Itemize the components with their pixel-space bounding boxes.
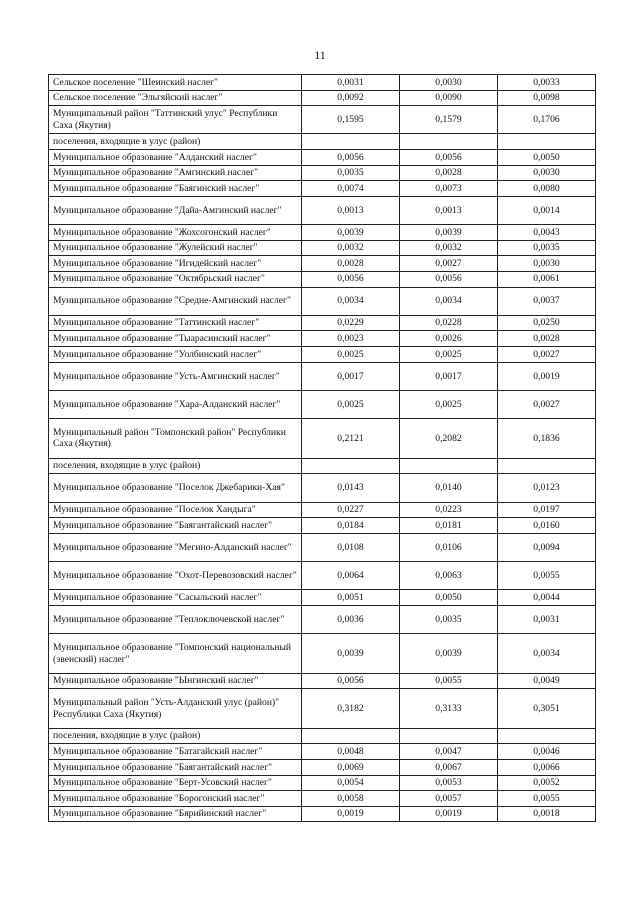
- value-cell-1: 0,0143: [302, 474, 400, 502]
- value-cell-2: 0,0025: [400, 347, 498, 363]
- table-row: [49, 605, 596, 633]
- table-row: [49, 744, 596, 760]
- value-cell-2: 0,0106: [400, 533, 498, 561]
- value-cell-1: 0,0019: [302, 806, 400, 822]
- value-cell-2: 0,0019: [400, 806, 498, 822]
- table-row: [49, 165, 596, 181]
- value-cell-3: [498, 728, 596, 744]
- table-row: [49, 689, 596, 729]
- table-row: [49, 533, 596, 561]
- table-row: [49, 347, 596, 363]
- table-row: [49, 134, 596, 150]
- value-cell-3: 0,0049: [498, 673, 596, 689]
- table-row: [49, 90, 596, 106]
- value-cell-3: 0,0061: [498, 271, 596, 287]
- value-cell-1: 0,0032: [302, 240, 400, 256]
- municipality-name-cell: Муниципальное образование "Октябрьский наслег": [49, 271, 302, 287]
- value-cell-3: 0,0094: [498, 533, 596, 561]
- table-row: [49, 331, 596, 347]
- table-row: [49, 240, 596, 256]
- value-cell-2: 0,0223: [400, 502, 498, 518]
- table-row: [49, 474, 596, 502]
- value-cell-1: 0,0056: [302, 150, 400, 166]
- value-cell-1: 0,0025: [302, 347, 400, 363]
- value-cell-3: 0,0123: [498, 474, 596, 502]
- value-cell-3: 0,0030: [498, 165, 596, 181]
- municipality-name-cell: Муниципальный район "Таттинский улус" Республики Саха (Якутия): [49, 106, 302, 134]
- municipality-name-cell: Муниципальное образование "Поселок Джебарики-Хая": [49, 474, 302, 502]
- value-cell-3: 0,0043: [498, 225, 596, 241]
- municipality-name-cell: Муниципальное образование "Таттинский наслег": [49, 315, 302, 331]
- value-cell-3: 0,0035: [498, 240, 596, 256]
- municipality-name-cell: Муниципальное образование "Игидейский наслег": [49, 256, 302, 272]
- value-cell-2: 0,0039: [400, 225, 498, 241]
- value-cell-1: 0,1595: [302, 106, 400, 134]
- table-row: [49, 287, 596, 315]
- value-cell-3: 0,0044: [498, 590, 596, 606]
- value-cell-3: 0,0027: [498, 390, 596, 418]
- table-row: [49, 150, 596, 166]
- value-cell-3: 0,0019: [498, 362, 596, 390]
- table-row: [49, 775, 596, 791]
- municipality-name-cell: Муниципальный район "Томпонский район" Республики Саха (Якутия): [49, 419, 302, 459]
- value-cell-3: 0,0030: [498, 256, 596, 272]
- value-cell-1: 0,0013: [302, 196, 400, 224]
- value-cell-1: 0,0025: [302, 390, 400, 418]
- value-cell-2: 0,0090: [400, 90, 498, 106]
- value-cell-2: 0,0039: [400, 634, 498, 674]
- municipality-name-cell: Муниципальное образование "Усть-Амгинский наслег": [49, 362, 302, 390]
- table-row: [49, 502, 596, 518]
- value-cell-3: 0,0027: [498, 347, 596, 363]
- table-row: [49, 634, 596, 674]
- value-cell-1: 0,0036: [302, 605, 400, 633]
- table-row: [49, 518, 596, 534]
- municipality-name-cell: Муниципальное образование "Томпонский национальный (эвенский) наслег": [49, 634, 302, 674]
- table-row: [49, 256, 596, 272]
- value-cell-3: 0,0055: [498, 562, 596, 590]
- page-number: 11: [314, 48, 326, 62]
- value-cell-2: [400, 728, 498, 744]
- value-cell-2: [400, 134, 498, 150]
- value-cell-1: 0,0031: [302, 75, 400, 91]
- value-cell-3: 0,0066: [498, 760, 596, 776]
- table-row: [49, 673, 596, 689]
- value-cell-3: 0,0055: [498, 791, 596, 807]
- municipality-name-cell: Муниципальное образование "Амгинский наслег": [49, 165, 302, 181]
- value-cell-1: 0,0058: [302, 791, 400, 807]
- value-cell-1: 0,0051: [302, 590, 400, 606]
- municipality-name-cell: Муниципальное образование "Жохсогонский наслег": [49, 225, 302, 241]
- municipality-name-cell: Муниципальное образование "Алданский наслег": [49, 150, 302, 166]
- value-cell-1: 0,0184: [302, 518, 400, 534]
- value-cell-2: 0,0025: [400, 390, 498, 418]
- table-row: [49, 791, 596, 807]
- value-cell-2: [400, 458, 498, 474]
- value-cell-1: 0,0229: [302, 315, 400, 331]
- municipality-name-cell: Муниципальное образование "Сасыльский наслег": [49, 590, 302, 606]
- value-cell-1: 0,0108: [302, 533, 400, 561]
- value-cell-1: 0,0017: [302, 362, 400, 390]
- municipality-name-cell: Муниципальное образование "Ынгинский наслег": [49, 673, 302, 689]
- value-cell-1: 0,0092: [302, 90, 400, 106]
- table-row: [49, 271, 596, 287]
- value-cell-1: 0,0023: [302, 331, 400, 347]
- value-cell-1: 0,3182: [302, 689, 400, 729]
- value-cell-2: 0,0181: [400, 518, 498, 534]
- value-cell-2: 0,0056: [400, 271, 498, 287]
- municipality-name-cell: Муниципальное образование "Тыарасинский наслег": [49, 331, 302, 347]
- value-cell-2: 0,0063: [400, 562, 498, 590]
- value-cell-2: 0,0030: [400, 75, 498, 91]
- value-cell-1: 0,0034: [302, 287, 400, 315]
- municipality-name-cell: Сельское поселение "Шеинский наслег": [49, 75, 302, 91]
- value-cell-3: 0,0098: [498, 90, 596, 106]
- value-cell-1: 0,0048: [302, 744, 400, 760]
- value-cell-3: 0,0197: [498, 502, 596, 518]
- value-cell-1: 0,0074: [302, 181, 400, 197]
- value-cell-2: 0,0073: [400, 181, 498, 197]
- table-row: [49, 728, 596, 744]
- municipality-name-cell: Муниципальное образование "Мегино-Алданский наслег": [49, 533, 302, 561]
- value-cell-2: 0,2082: [400, 419, 498, 459]
- table-row: [49, 225, 596, 241]
- value-cell-1: 0,0028: [302, 256, 400, 272]
- municipality-name-cell: поселения, входящие в улус (район): [49, 458, 302, 474]
- value-cell-1: 0,0056: [302, 271, 400, 287]
- value-cell-2: 0,0067: [400, 760, 498, 776]
- municipality-name-cell: Муниципальное образование "Охот-Перевозовский наслег": [49, 562, 302, 590]
- table-row: [49, 806, 596, 822]
- value-cell-1: [302, 134, 400, 150]
- value-cell-3: 0,0050: [498, 150, 596, 166]
- value-cell-2: 0,0027: [400, 256, 498, 272]
- value-cell-3: 0,0046: [498, 744, 596, 760]
- table-body: [49, 75, 596, 822]
- municipality-name-cell: Муниципальное образование "Баягинский наслег": [49, 181, 302, 197]
- municipality-name-cell: Муниципальное образование "Бярийинский наслег": [49, 806, 302, 822]
- table-row: [49, 315, 596, 331]
- value-cell-3: 0,0028: [498, 331, 596, 347]
- table-row: [49, 362, 596, 390]
- municipality-name-cell: Муниципальное образование "Уолбинский наслег": [49, 347, 302, 363]
- municipality-name-cell: Муниципальное образование "Батагайский наслег": [49, 744, 302, 760]
- municipality-name-cell: Муниципальное образование "Теплоключевской наслег": [49, 605, 302, 633]
- value-cell-1: [302, 458, 400, 474]
- table-row: [49, 390, 596, 418]
- value-cell-3: 0,3051: [498, 689, 596, 729]
- value-cell-2: 0,0053: [400, 775, 498, 791]
- value-cell-3: 0,0014: [498, 196, 596, 224]
- value-cell-2: 0,0026: [400, 331, 498, 347]
- value-cell-3: 0,0031: [498, 605, 596, 633]
- value-cell-2: 0,0050: [400, 590, 498, 606]
- value-cell-2: 0,0028: [400, 165, 498, 181]
- value-cell-2: 0,0035: [400, 605, 498, 633]
- value-cell-3: 0,0018: [498, 806, 596, 822]
- value-cell-3: 0,0250: [498, 315, 596, 331]
- municipality-name-cell: Муниципальное образование "Берт-Усовский наслег": [49, 775, 302, 791]
- value-cell-2: 0,0034: [400, 287, 498, 315]
- table-row: [49, 106, 596, 134]
- value-cell-3: 0,0037: [498, 287, 596, 315]
- value-cell-2: 0,0056: [400, 150, 498, 166]
- municipality-name-cell: Муниципальное образование "Дайа-Амгинский наслег": [49, 196, 302, 224]
- municipality-name-cell: Муниципальное образование "Жулейский наслег": [49, 240, 302, 256]
- table-row: [49, 458, 596, 474]
- allocation-table: [48, 74, 596, 822]
- value-cell-2: 0,1579: [400, 106, 498, 134]
- table-row: [49, 760, 596, 776]
- value-cell-2: 0,3133: [400, 689, 498, 729]
- value-cell-2: 0,0057: [400, 791, 498, 807]
- value-cell-3: [498, 134, 596, 150]
- value-cell-3: 0,0160: [498, 518, 596, 534]
- value-cell-1: 0,0054: [302, 775, 400, 791]
- value-cell-1: 0,0227: [302, 502, 400, 518]
- value-cell-3: [498, 458, 596, 474]
- table-row: [49, 419, 596, 459]
- value-cell-3: 0,0052: [498, 775, 596, 791]
- table-row: [49, 75, 596, 91]
- table-row: [49, 562, 596, 590]
- municipality-name-cell: Муниципальное образование "Баягантайский наслег": [49, 760, 302, 776]
- value-cell-2: 0,0032: [400, 240, 498, 256]
- value-cell-1: 0,0035: [302, 165, 400, 181]
- value-cell-2: 0,0228: [400, 315, 498, 331]
- municipality-name-cell: Муниципальное образование "Средне-Амгинский наслег": [49, 287, 302, 315]
- value-cell-2: 0,0055: [400, 673, 498, 689]
- municipality-name-cell: Сельское поселение "Эльгяйский наслег": [49, 90, 302, 106]
- value-cell-1: [302, 728, 400, 744]
- table-row: [49, 181, 596, 197]
- table-row: [49, 590, 596, 606]
- value-cell-3: 0,1706: [498, 106, 596, 134]
- value-cell-2: 0,0140: [400, 474, 498, 502]
- value-cell-3: 0,1836: [498, 419, 596, 459]
- value-cell-3: 0,0034: [498, 634, 596, 674]
- municipality-name-cell: поселения, входящие в улус (район): [49, 728, 302, 744]
- municipality-name-cell: Муниципальный район "Усть-Алданский улус (район)" Республики Саха (Якутия): [49, 689, 302, 729]
- value-cell-3: 0,0033: [498, 75, 596, 91]
- municipality-name-cell: Муниципальное образование "Борогонский наслег": [49, 791, 302, 807]
- value-cell-1: 0,0056: [302, 673, 400, 689]
- value-cell-2: 0,0013: [400, 196, 498, 224]
- value-cell-1: 0,0039: [302, 634, 400, 674]
- municipality-name-cell: Муниципальное образование "Поселок Хандыга": [49, 502, 302, 518]
- value-cell-2: 0,0047: [400, 744, 498, 760]
- value-cell-1: 0,0069: [302, 760, 400, 776]
- value-cell-3: 0,0080: [498, 181, 596, 197]
- value-cell-1: 0,0039: [302, 225, 400, 241]
- municipality-name-cell: Муниципальное образование "Баягантайский наслег": [49, 518, 302, 534]
- value-cell-2: 0,0017: [400, 362, 498, 390]
- value-cell-1: 0,2121: [302, 419, 400, 459]
- value-cell-1: 0,0064: [302, 562, 400, 590]
- municipality-name-cell: Муниципальное образование "Хара-Алданский наслег": [49, 390, 302, 418]
- table-row: [49, 196, 596, 224]
- municipality-name-cell: поселения, входящие в улус (район): [49, 134, 302, 150]
